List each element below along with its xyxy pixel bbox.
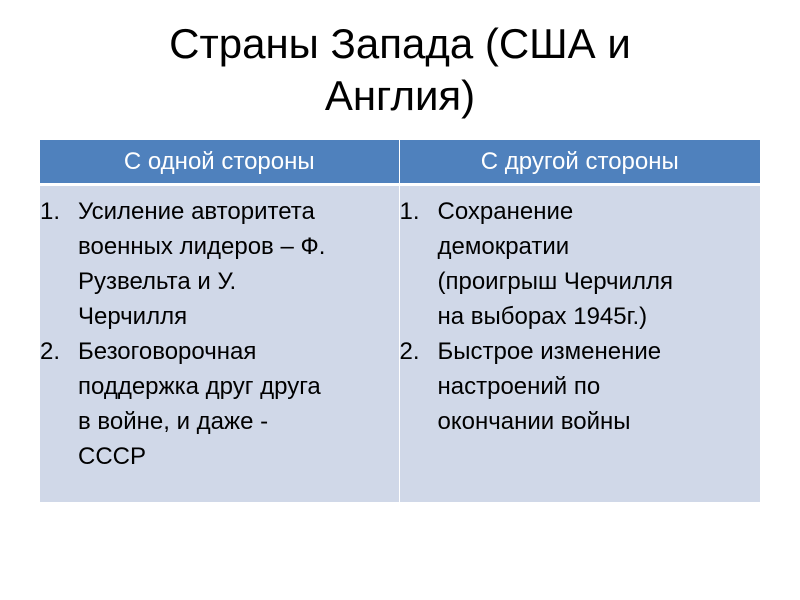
list-item-line: Усиление авторитета (78, 198, 315, 225)
list-other-side (400, 194, 761, 439)
list-item-line: (проигрыш Черчилля (437, 268, 673, 295)
table-header-row (40, 140, 760, 185)
list-item-line: Сохранение (437, 198, 574, 225)
list-item (40, 334, 399, 474)
list-item-number: 2. (40, 338, 61, 365)
cell-one-side (40, 185, 399, 503)
list-item-line: на выборах 1945г.) (437, 303, 648, 330)
list-item-line: военных лидеров – Ф. (78, 233, 326, 260)
list-item-number: 1. (399, 198, 420, 225)
list-item-line: поддержка друг друга (78, 373, 321, 400)
list-item-number: 2. (399, 338, 420, 365)
slide-title-line-2: Англия) (324, 72, 476, 119)
list-item (400, 194, 761, 334)
slide-title (40, 18, 760, 122)
header-one-side: С одной стороны (40, 140, 399, 185)
list-item-line: демократии (437, 233, 570, 260)
list-item-line: в войне, и даже - (78, 408, 269, 435)
cell-other-side (399, 185, 760, 503)
header-other-side: С другой стороны (399, 140, 760, 185)
list-item-line: окончании войны (437, 408, 631, 435)
table-row (40, 185, 760, 503)
list-item-line: настроений по (437, 373, 601, 400)
slide-title-line-1: Страны Запада (США и (169, 20, 631, 67)
list-item-line: Рузвельта и У. (78, 268, 237, 295)
list-item-number: 1. (40, 198, 61, 225)
list-item-line: Черчилля (78, 303, 188, 330)
list-one-side (40, 194, 399, 474)
list-item-line: Быстрое изменение (437, 338, 662, 365)
list-item-line: СССР (78, 443, 147, 470)
list-item-line: Безоговорочная (78, 338, 257, 365)
list-item (40, 194, 399, 334)
comparison-table (40, 140, 760, 502)
list-item (400, 334, 761, 439)
